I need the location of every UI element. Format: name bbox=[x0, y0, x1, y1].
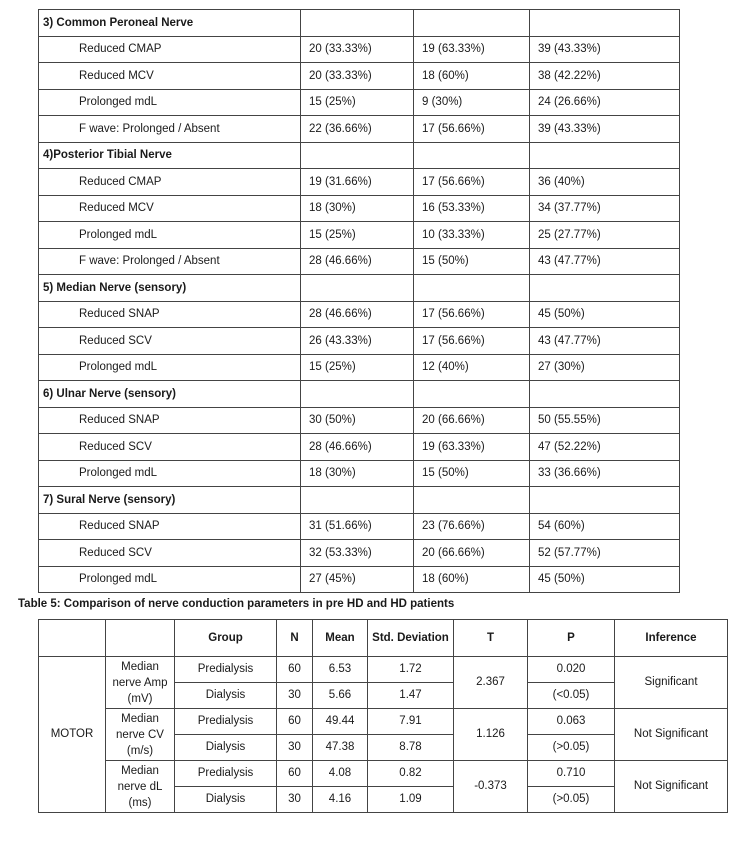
t-value-cell: 1.126 bbox=[454, 709, 528, 761]
section-heading: 4)Posterior Tibial Nerve bbox=[39, 142, 301, 169]
section-heading-row bbox=[39, 487, 680, 514]
predialysis-cell: 26 (43.33%) bbox=[301, 328, 414, 355]
n-cell: 30 bbox=[277, 683, 313, 709]
table-row bbox=[39, 169, 680, 196]
total-cell: 38 (42.22%) bbox=[530, 63, 680, 90]
row-label: Reduced SNAP bbox=[39, 513, 301, 540]
nerve-findings-table bbox=[38, 9, 680, 593]
dialysis-cell: 20 (66.66%) bbox=[414, 540, 530, 567]
group-cell: Dialysis bbox=[175, 787, 277, 813]
section-heading-row bbox=[39, 381, 680, 408]
table-row bbox=[39, 761, 728, 787]
group-cell: Dialysis bbox=[175, 683, 277, 709]
table-row bbox=[39, 36, 680, 63]
predialysis-cell: 15 (25%) bbox=[301, 89, 414, 116]
section-heading-row bbox=[39, 10, 680, 37]
empty-cell bbox=[530, 10, 680, 37]
empty-cell bbox=[530, 142, 680, 169]
table-row bbox=[39, 222, 680, 249]
t-value-cell: -0.373 bbox=[454, 761, 528, 813]
predialysis-cell: 18 (30%) bbox=[301, 460, 414, 487]
total-cell: 33 (36.66%) bbox=[530, 460, 680, 487]
parameter-cell: Median nerve dL (ms) bbox=[106, 761, 175, 813]
sd-cell: 1.47 bbox=[368, 683, 454, 709]
predialysis-cell: 19 (31.66%) bbox=[301, 169, 414, 196]
total-cell: 50 (55.55%) bbox=[530, 407, 680, 434]
table-row bbox=[39, 540, 680, 567]
empty-cell bbox=[301, 142, 414, 169]
row-label: Reduced SCV bbox=[39, 540, 301, 567]
table-row bbox=[39, 354, 680, 381]
dialysis-cell: 17 (56.66%) bbox=[414, 116, 530, 143]
total-cell: 43 (47.77%) bbox=[530, 328, 680, 355]
category-cell: MOTOR bbox=[39, 657, 106, 813]
header-p: P bbox=[528, 620, 615, 657]
n-cell: 30 bbox=[277, 735, 313, 761]
table-row bbox=[39, 89, 680, 116]
t-value-cell: 2.367 bbox=[454, 657, 528, 709]
row-label: F wave: Prolonged / Absent bbox=[39, 248, 301, 275]
table-row bbox=[39, 566, 680, 593]
group-cell: Predialysis bbox=[175, 709, 277, 735]
header-cell-blank bbox=[39, 620, 106, 657]
n-cell: 60 bbox=[277, 709, 313, 735]
predialysis-cell: 22 (36.66%) bbox=[301, 116, 414, 143]
header-t: T bbox=[454, 620, 528, 657]
predialysis-cell: 30 (50%) bbox=[301, 407, 414, 434]
row-label: Reduced CMAP bbox=[39, 169, 301, 196]
empty-cell bbox=[301, 275, 414, 302]
p-value-cell: 0.020 bbox=[528, 657, 615, 683]
dialysis-cell: 12 (40%) bbox=[414, 354, 530, 381]
header-mean: Mean bbox=[313, 620, 368, 657]
row-label: F wave: Prolonged / Absent bbox=[39, 116, 301, 143]
mean-cell: 49.44 bbox=[313, 709, 368, 735]
predialysis-cell: 28 (46.66%) bbox=[301, 248, 414, 275]
n-cell: 60 bbox=[277, 657, 313, 683]
total-cell: 39 (43.33%) bbox=[530, 36, 680, 63]
sd-cell: 0.82 bbox=[368, 761, 454, 787]
predialysis-cell: 15 (25%) bbox=[301, 354, 414, 381]
section-heading: 3) Common Peroneal Nerve bbox=[39, 10, 301, 37]
sd-cell: 1.09 bbox=[368, 787, 454, 813]
empty-cell bbox=[530, 381, 680, 408]
section-heading: 6) Ulnar Nerve (sensory) bbox=[39, 381, 301, 408]
dialysis-cell: 17 (56.66%) bbox=[414, 328, 530, 355]
row-label: Reduced CMAP bbox=[39, 36, 301, 63]
table-row bbox=[39, 63, 680, 90]
parameter-cell: Median nerve CV (m/s) bbox=[106, 709, 175, 761]
dialysis-cell: 20 (66.66%) bbox=[414, 407, 530, 434]
row-label: Prolonged mdL bbox=[39, 354, 301, 381]
empty-cell bbox=[530, 487, 680, 514]
dialysis-cell: 16 (53.33%) bbox=[414, 195, 530, 222]
row-label: Prolonged mdL bbox=[39, 566, 301, 593]
table-row bbox=[39, 195, 680, 222]
predialysis-cell: 28 (46.66%) bbox=[301, 301, 414, 328]
mean-cell: 5.66 bbox=[313, 683, 368, 709]
table5-caption: Table 5: Comparison of nerve conduction parameters in pre HD and HD patients bbox=[18, 598, 455, 610]
comparison-table bbox=[38, 619, 728, 813]
group-cell: Predialysis bbox=[175, 761, 277, 787]
dialysis-cell: 15 (50%) bbox=[414, 248, 530, 275]
table-row bbox=[39, 301, 680, 328]
row-label: Prolonged mdL bbox=[39, 222, 301, 249]
sd-cell: 8.78 bbox=[368, 735, 454, 761]
p-value-cell: (>0.05) bbox=[528, 735, 615, 761]
section-heading-row bbox=[39, 275, 680, 302]
predialysis-cell: 18 (30%) bbox=[301, 195, 414, 222]
predialysis-cell: 32 (53.33%) bbox=[301, 540, 414, 567]
table-row bbox=[39, 248, 680, 275]
mean-cell: 47.38 bbox=[313, 735, 368, 761]
section-heading: 5) Median Nerve (sensory) bbox=[39, 275, 301, 302]
table-row bbox=[39, 513, 680, 540]
total-cell: 47 (52.22%) bbox=[530, 434, 680, 461]
empty-cell bbox=[301, 487, 414, 514]
dialysis-cell: 17 (56.66%) bbox=[414, 301, 530, 328]
dialysis-cell: 15 (50%) bbox=[414, 460, 530, 487]
sd-cell: 1.72 bbox=[368, 657, 454, 683]
parameter-cell: Median nerve Amp (mV) bbox=[106, 657, 175, 709]
empty-cell bbox=[414, 10, 530, 37]
n-cell: 30 bbox=[277, 787, 313, 813]
inference-cell: Not Significant bbox=[615, 761, 728, 813]
total-cell: 45 (50%) bbox=[530, 301, 680, 328]
total-cell: 39 (43.33%) bbox=[530, 116, 680, 143]
table5-header-row bbox=[39, 620, 728, 657]
total-cell: 25 (27.77%) bbox=[530, 222, 680, 249]
empty-cell bbox=[301, 10, 414, 37]
table-row bbox=[39, 657, 728, 683]
mean-cell: 4.08 bbox=[313, 761, 368, 787]
dialysis-cell: 18 (60%) bbox=[414, 566, 530, 593]
sd-cell: 7.91 bbox=[368, 709, 454, 735]
section-heading-row bbox=[39, 142, 680, 169]
row-label: Reduced MCV bbox=[39, 63, 301, 90]
p-value-cell: 0.710 bbox=[528, 761, 615, 787]
header-group: Group bbox=[175, 620, 277, 657]
total-cell: 45 (50%) bbox=[530, 566, 680, 593]
inference-cell: Significant bbox=[615, 657, 728, 709]
table-row bbox=[39, 407, 680, 434]
empty-cell bbox=[414, 487, 530, 514]
total-cell: 52 (57.77%) bbox=[530, 540, 680, 567]
p-value-cell: (>0.05) bbox=[528, 787, 615, 813]
dialysis-cell: 19 (63.33%) bbox=[414, 36, 530, 63]
empty-cell bbox=[414, 381, 530, 408]
predialysis-cell: 28 (46.66%) bbox=[301, 434, 414, 461]
header-cell-blank bbox=[106, 620, 175, 657]
row-label: Reduced SNAP bbox=[39, 407, 301, 434]
mean-cell: 4.16 bbox=[313, 787, 368, 813]
total-cell: 24 (26.66%) bbox=[530, 89, 680, 116]
table-row bbox=[39, 460, 680, 487]
group-cell: Dialysis bbox=[175, 735, 277, 761]
dialysis-cell: 10 (33.33%) bbox=[414, 222, 530, 249]
header-sd: Std. Deviation bbox=[368, 620, 454, 657]
dialysis-cell: 17 (56.66%) bbox=[414, 169, 530, 196]
predialysis-cell: 31 (51.66%) bbox=[301, 513, 414, 540]
group-cell: Predialysis bbox=[175, 657, 277, 683]
predialysis-cell: 27 (45%) bbox=[301, 566, 414, 593]
table-row bbox=[39, 709, 728, 735]
predialysis-cell: 20 (33.33%) bbox=[301, 36, 414, 63]
dialysis-cell: 23 (76.66%) bbox=[414, 513, 530, 540]
predialysis-cell: 15 (25%) bbox=[301, 222, 414, 249]
header-n: N bbox=[277, 620, 313, 657]
total-cell: 43 (47.77%) bbox=[530, 248, 680, 275]
row-label: Reduced MCV bbox=[39, 195, 301, 222]
header-inference: Inference bbox=[615, 620, 728, 657]
dialysis-cell: 19 (63.33%) bbox=[414, 434, 530, 461]
empty-cell bbox=[414, 142, 530, 169]
table-row bbox=[39, 434, 680, 461]
row-label: Prolonged mdL bbox=[39, 89, 301, 116]
dialysis-cell: 9 (30%) bbox=[414, 89, 530, 116]
dialysis-cell: 18 (60%) bbox=[414, 63, 530, 90]
predialysis-cell: 20 (33.33%) bbox=[301, 63, 414, 90]
row-label: Prolonged mdL bbox=[39, 460, 301, 487]
total-cell: 34 (37.77%) bbox=[530, 195, 680, 222]
total-cell: 54 (60%) bbox=[530, 513, 680, 540]
p-value-cell: 0.063 bbox=[528, 709, 615, 735]
empty-cell bbox=[414, 275, 530, 302]
row-label: Reduced SNAP bbox=[39, 301, 301, 328]
empty-cell bbox=[530, 275, 680, 302]
total-cell: 27 (30%) bbox=[530, 354, 680, 381]
section-heading: 7) Sural Nerve (sensory) bbox=[39, 487, 301, 514]
mean-cell: 6.53 bbox=[313, 657, 368, 683]
n-cell: 60 bbox=[277, 761, 313, 787]
p-value-cell: (<0.05) bbox=[528, 683, 615, 709]
total-cell: 36 (40%) bbox=[530, 169, 680, 196]
row-label: Reduced SCV bbox=[39, 328, 301, 355]
inference-cell: Not Significant bbox=[615, 709, 728, 761]
table-row bbox=[39, 116, 680, 143]
empty-cell bbox=[301, 381, 414, 408]
table-row bbox=[39, 328, 680, 355]
row-label: Reduced SCV bbox=[39, 434, 301, 461]
